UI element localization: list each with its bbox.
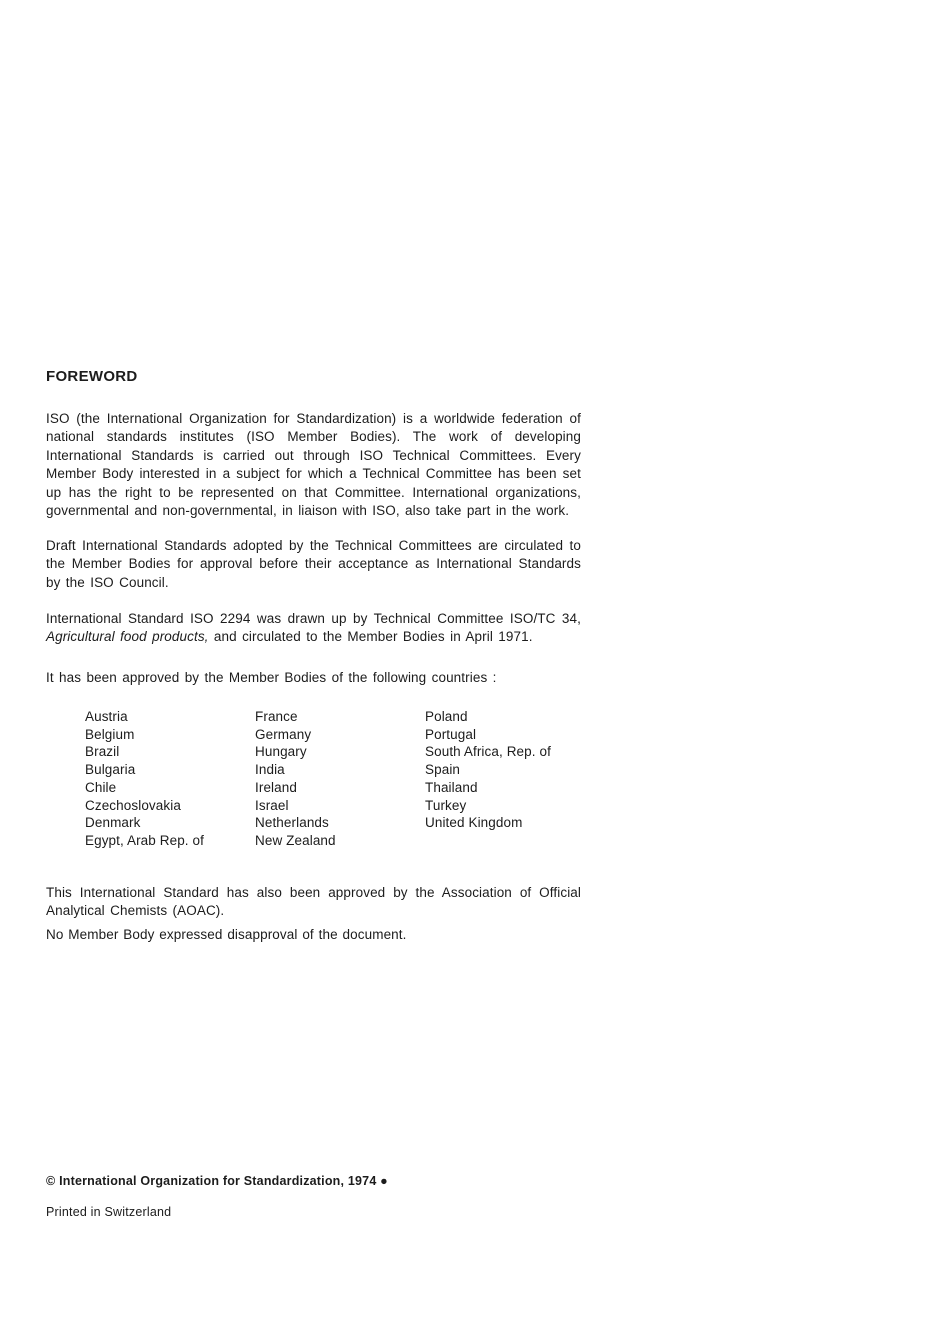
country-item: Thailand — [425, 779, 478, 795]
paragraph-aoac-approval: This International Standard has also been approved by the Association of Official Analytical Chemists (AOAC). — [46, 884, 581, 919]
country-item: Ireland — [255, 779, 297, 795]
country-item: Poland — [425, 709, 468, 724]
paragraph-no-disapproval: No Member Body expressed disapproval of the document. — [46, 927, 407, 942]
country-item: South Africa, Rep. of — [425, 744, 551, 760]
country-item: Turkey — [425, 797, 467, 813]
country-item: Germany — [255, 726, 312, 742]
country-list — [85, 708, 685, 850]
country-column-3 — [425, 708, 625, 850]
country-item: Egypt, Arab Rep. of — [85, 832, 204, 848]
country-item: Netherlands — [255, 815, 329, 831]
country-item: Israel — [255, 797, 289, 813]
country-item: United Kingdom — [425, 815, 523, 831]
country-item: New Zealand — [255, 832, 336, 848]
printed-in-line: Printed in Switzerland — [46, 1205, 172, 1219]
country-item: Denmark — [85, 815, 141, 831]
country-item: India — [255, 762, 285, 778]
country-item: Belgium — [85, 726, 135, 742]
foreword-heading: FOREWORD — [46, 368, 138, 385]
paragraph-iso-2294-text-before: International Standard ISO 2294 was drawn up by Technical Committee ISO/TC 34, — [46, 610, 581, 626]
country-item: Austria — [85, 709, 128, 724]
paragraph-iso-2294-text-after: and circulated to the Member Bodies in April 1971. — [208, 629, 533, 645]
paragraph-draft-standards: Draft International Standards adopted by the Technical Committees are circulated to the Member Bodies for approval before their acceptance as International Standards by the ISO Council. — [46, 537, 581, 590]
country-item: Spain — [425, 762, 461, 778]
country-item: Brazil — [85, 744, 120, 760]
country-item: Hungary — [255, 744, 307, 760]
country-item: France — [255, 709, 298, 724]
paragraph-iso-2294 — [46, 610, 581, 647]
country-item: Chile — [85, 779, 117, 795]
country-item: Bulgaria — [85, 762, 136, 778]
approval-intro-line: It has been approved by the Member Bodies of the following countries : — [46, 670, 497, 685]
paragraph-iso-2294-italic-title: Agricultural food products, — [46, 629, 209, 645]
paragraph-iso-federation: ISO (the International Organization for Standardization) is a worldwide federation of national standards institutes (ISO Member Bodies). The work of developing International Standards is carried out through ISO Technical Committees. Every Member Body interested in a subject for which a Technical Committee has been set up has the right to be represented on that Committee. International organizations, governmental and non-governmental, in liaison with ISO, also take part in the work. — [46, 410, 581, 519]
country-item: Czechoslovakia — [85, 797, 181, 813]
country-item: Portugal — [425, 726, 477, 742]
country-column-2 — [255, 708, 425, 850]
copyright-line: © International Organization for Standardization, 1974 ● — [46, 1174, 388, 1188]
country-column-1 — [85, 708, 255, 850]
